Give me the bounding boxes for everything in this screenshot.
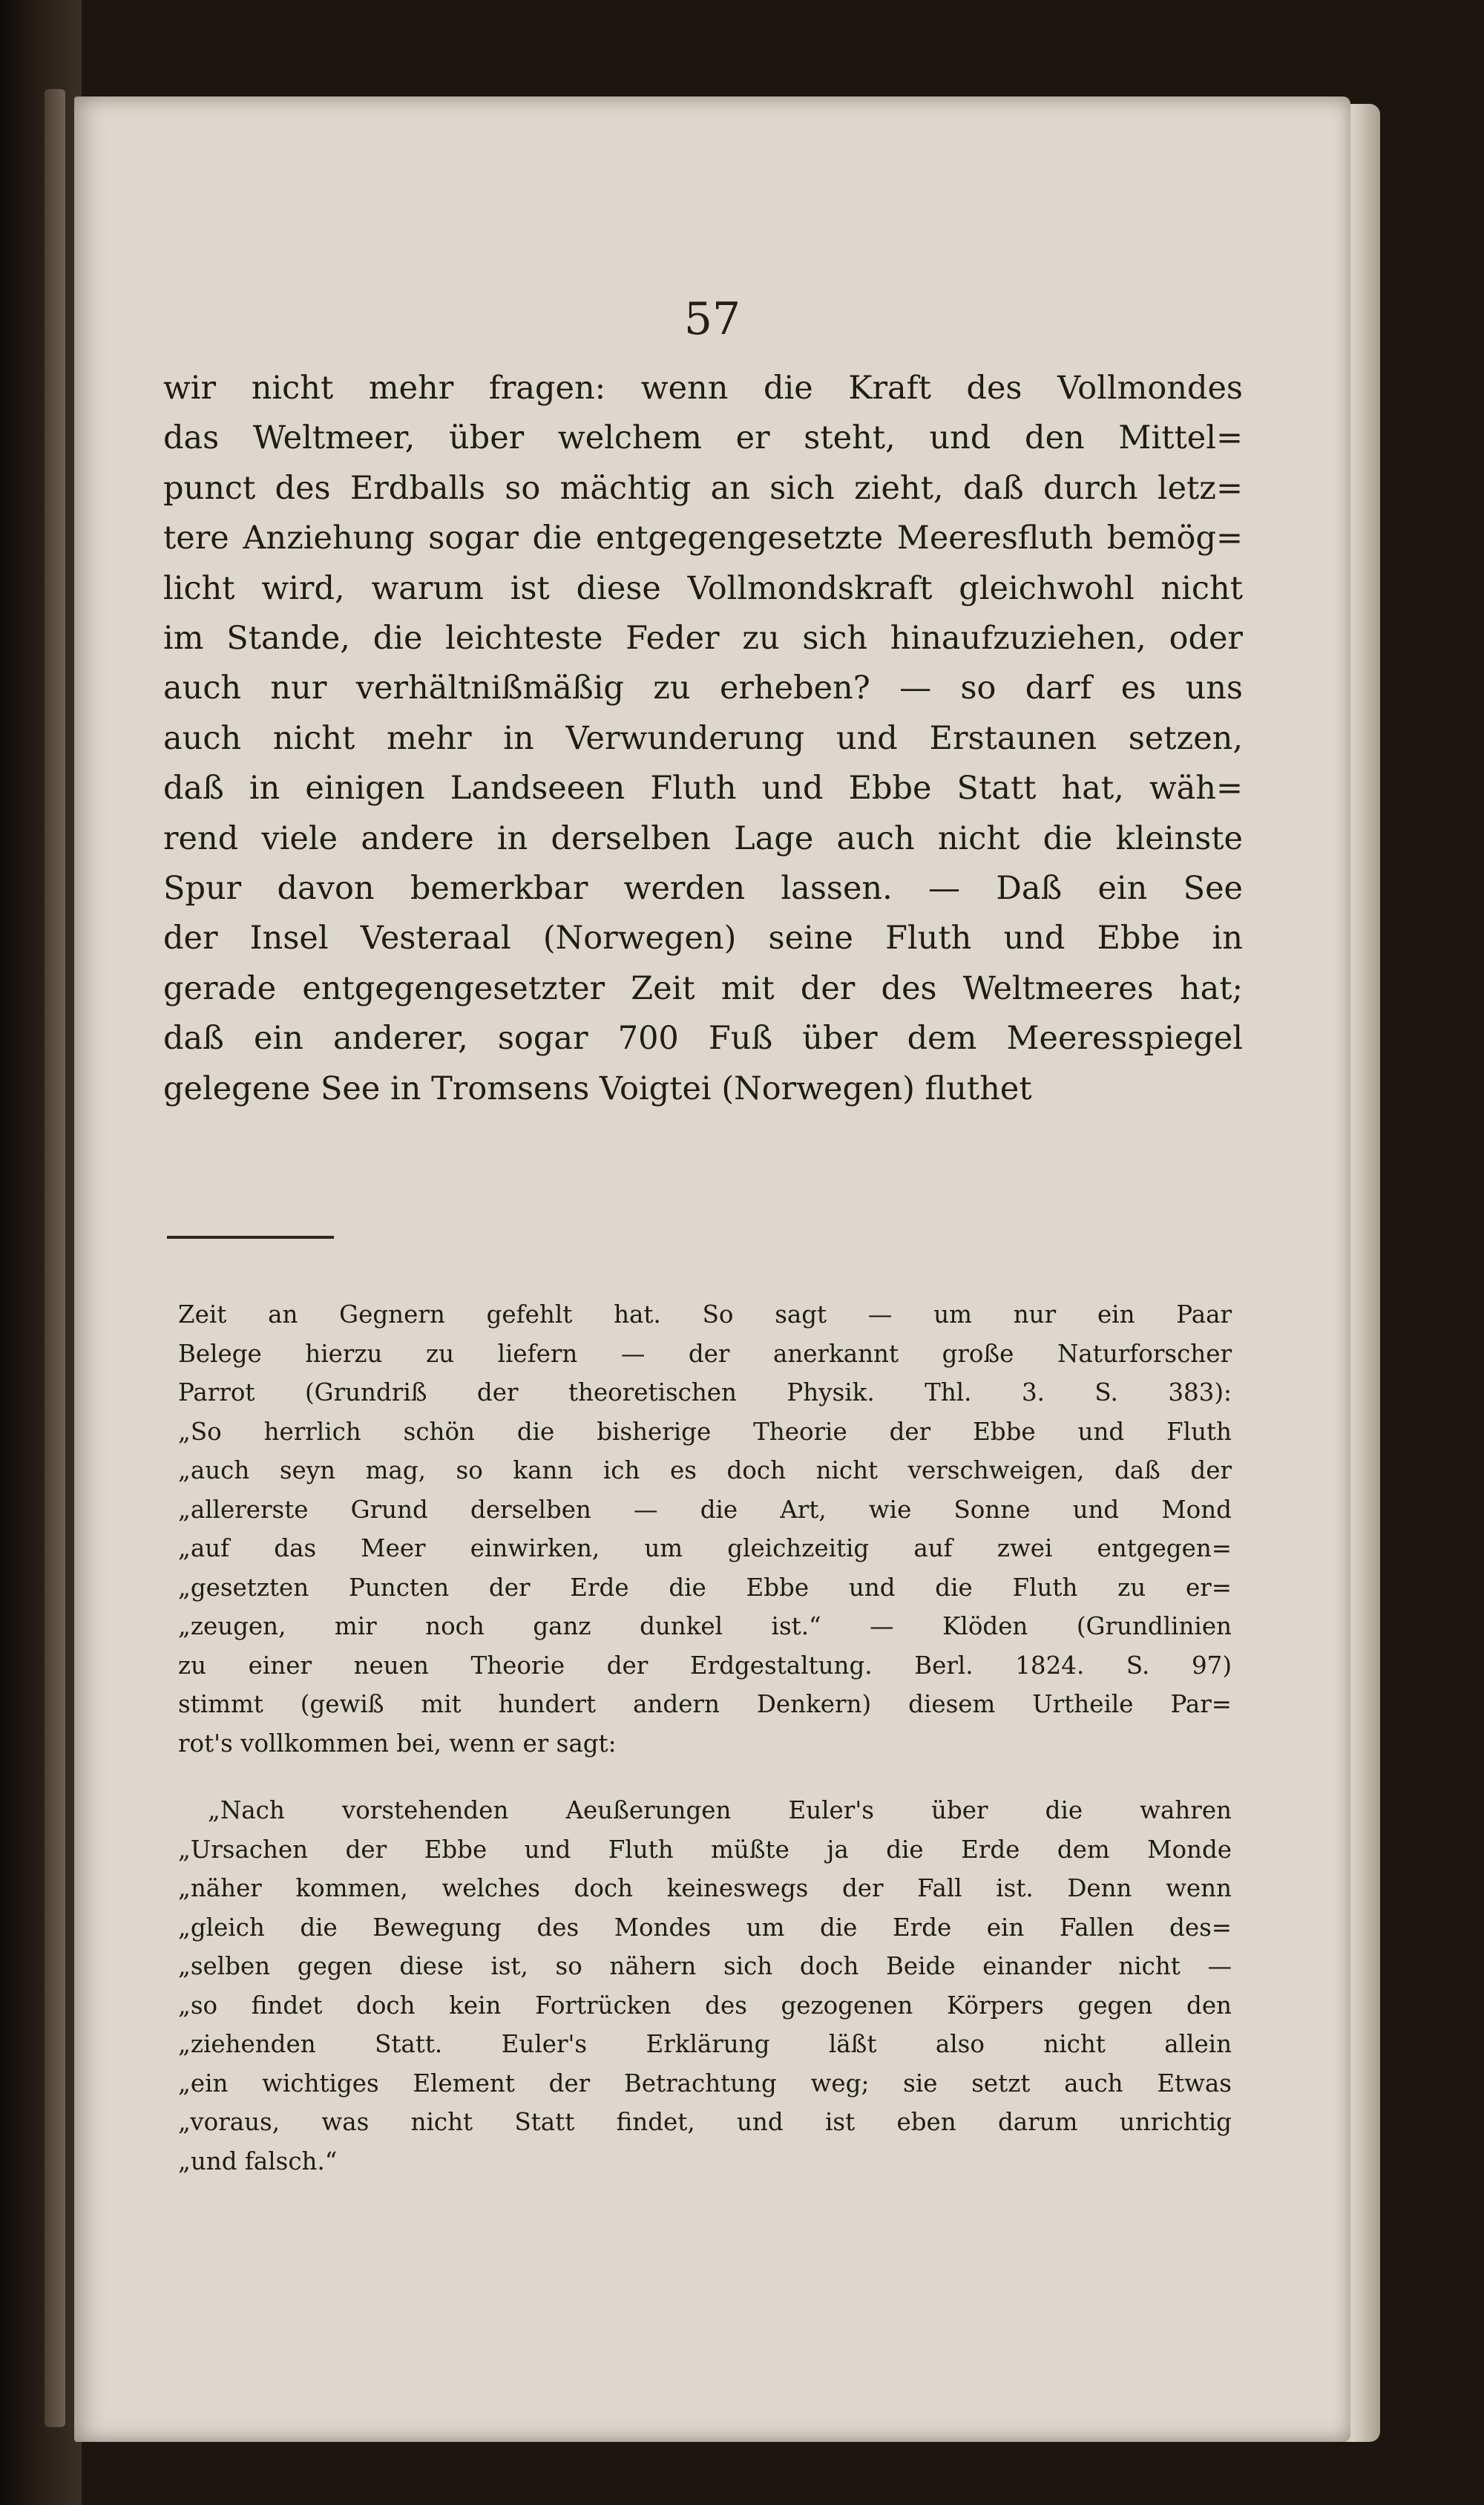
quote-line: „ein wichtiges Element der Betrachtung weg; sie setzt auch Etwas (178, 2069, 1232, 2098)
text-line: licht wird, warum ist diese Vollmondskraft gleichwohl nicht (163, 569, 1243, 607)
text-line: auch nicht mehr in Verwunderung und Erstaunen setzen, (163, 719, 1243, 757)
text-line: gelegene See in Tromsens Voigtei (Norwegen) fluthet (163, 1070, 1032, 1107)
text-line: punct des Erdballs so mächtig an sich zieht, daß durch letz= (163, 469, 1243, 507)
quote-line: „näher kommen, welches doch keineswegs der Fall ist. Denn wenn (178, 1874, 1232, 1902)
previous-page-edge (45, 89, 65, 2427)
footnote-line: „zeugen, mir noch ganz dunkel ist.“ — Klöden (Grundlinien (178, 1612, 1232, 1640)
text-line: Spur davon bemerkbar werden lassen. — Daß ein See (163, 870, 1243, 908)
footnote-line: rot's vollkommen bei, wenn er sagt: (178, 1729, 617, 1758)
footnote-line: zu einer neuen Theorie der Erdgestaltung. Berl. 1824. S. 97) (178, 1651, 1232, 1680)
binding-shadow (0, 0, 82, 2505)
quote-line: „voraus, was nicht Statt findet, und ist eben darum unrichtig (178, 2108, 1232, 2136)
footnote-line: stimmt (gewiß mit hundert andern Denkern) diesem Urtheile Par= (178, 1690, 1232, 1718)
text-line: daß in einigen Landseeen Fluth und Ebbe Statt hat, wäh= (163, 770, 1243, 808)
quote-line: „und falsch.“ (178, 2147, 338, 2175)
book-page (74, 96, 1350, 2442)
footnote-divider (167, 1236, 334, 1239)
main-text-block (163, 364, 1243, 1114)
page-number: 57 (683, 293, 741, 345)
text-line: das Weltmeer, über welchem er steht, und den Mittel= (163, 419, 1243, 457)
footnote-line: „auf das Meer einwirken, um gleichzeitig auf zwei entgegen= (178, 1534, 1232, 1562)
quote-line: „so findet doch kein Fortrücken des gezogenen Körpers gegen den (178, 1991, 1232, 2020)
text-line: daß ein anderer, sogar 700 Fuß über dem Meeresspiegel (163, 1020, 1243, 1058)
text-line: der Insel Vesteraal (Norwegen) seine Fluth und Ebbe in (163, 920, 1243, 957)
footnote-line: Zeit an Gegnern gefehlt hat. So sagt — um nur ein Paar (178, 1300, 1232, 1329)
footnote-line: „gesetzten Puncten der Erde die Ebbe und die Fluth zu er= (178, 1573, 1232, 1602)
quote-line: „ziehenden Statt. Euler's Erklärung läßt also nicht allein (178, 2030, 1232, 2058)
quote-line: „Ursachen der Ebbe und Fluth müßte ja die Erde dem Monde (178, 1835, 1232, 1864)
text-line: auch nur verhältnißmäßig zu erheben? — so darf es uns (163, 669, 1243, 707)
footnote-line: „So herrlich schön die bisherige Theorie der Ebbe und Fluth (178, 1417, 1232, 1446)
quote-spacer (178, 1763, 1232, 1791)
text-line: tere Anziehung sogar die entgegengesetzte Meeresfluth bemög= (163, 520, 1243, 557)
text-line: gerade entgegengesetzter Zeit mit der des Weltmeeres hat; (163, 969, 1243, 1007)
text-line: rend viele andere in derselben Lage auch nicht die kleinste (163, 819, 1243, 857)
footnote-line: „allererste Grund derselben — die Art, wie Sonne und Mond (178, 1495, 1232, 1524)
footnote-quote (178, 1791, 1232, 2181)
text-line: wir nicht mehr fragen: wenn die Kraft des Vollmondes (163, 370, 1243, 407)
footnote-line: Parrot (Grundriß der theoretischen Physik. Thl. 3. S. 383): (178, 1378, 1232, 1407)
quote-line: „Nach vorstehenden Aeußerungen Euler's über die wahren (208, 1796, 1232, 1824)
footnote-block (178, 1295, 1232, 2181)
footnote-line: Belege hierzu zu liefern — der anerkannt große Naturforscher (178, 1339, 1232, 1368)
footnote-line: „auch seyn mag, so kann ich es doch nicht verschweigen, daß der (178, 1456, 1232, 1484)
quote-line: „selben gegen diese ist, so nähern sich doch Beide einander nicht — (178, 1952, 1232, 1980)
quote-line: „gleich die Bewegung des Mondes um die Erde ein Fallen des= (178, 1913, 1232, 1942)
text-line: im Stande, die leichteste Feder zu sich hinaufzuziehen, oder (163, 620, 1243, 658)
